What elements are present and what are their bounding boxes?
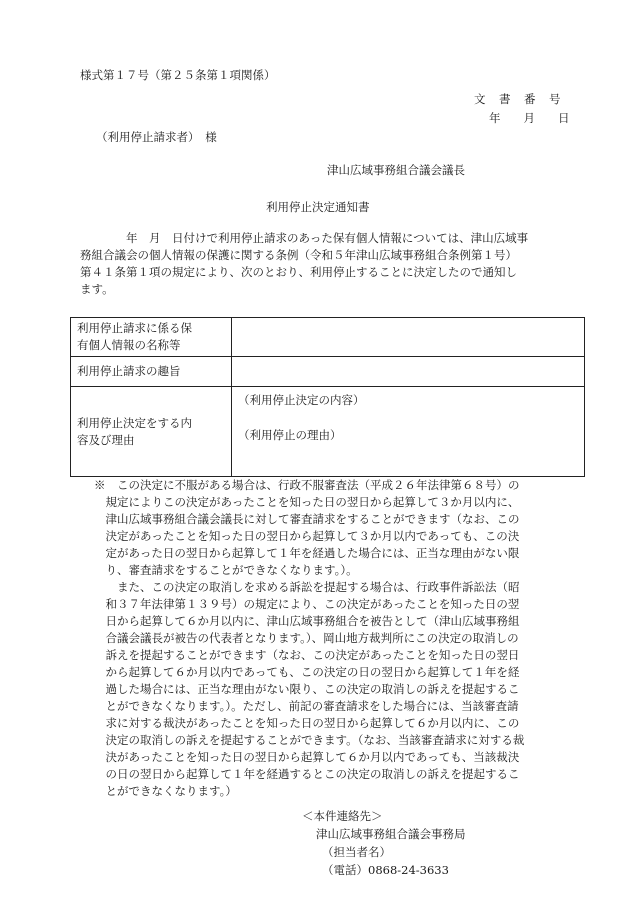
value-decision-content-reason bbox=[232, 387, 585, 477]
note-line: 合議会議長が被告の代表者となります。）、岡山地方裁判所にこの決定の取消しの bbox=[94, 631, 519, 645]
note-line: とができなくなります。）。ただし、前記の審査請求をした場合には、当該審査請 bbox=[94, 699, 519, 713]
table-row bbox=[71, 318, 585, 357]
page-title: 利用停止決定通知書 bbox=[266, 200, 370, 214]
decision-table bbox=[70, 317, 585, 477]
note-line: 規定によりこの決定があったことを知った日の翌日から起算して３か月以内に、 bbox=[94, 495, 520, 509]
note-line: 定があった日の翌日から起算して１年を経過した場合には、正当な理由がない限 bbox=[94, 546, 520, 560]
table-row bbox=[71, 387, 585, 477]
note-line: 訴えを提起することができます（なお、この決定があったことを知った日の翌日 bbox=[94, 648, 520, 662]
note-line: 求に対する裁決があったことを知った日の翌日から起算して６か月以内に、この bbox=[94, 716, 520, 730]
date: 年 月 日 bbox=[489, 111, 570, 125]
note-line: 過した場合には、正当な理由がない限り、この決定の取消しの訴えを提起するこ bbox=[94, 682, 520, 696]
contact-header: ＜本件連絡先＞ bbox=[302, 809, 383, 823]
note-line: り、審査請求をすることができなくなります。）。 bbox=[94, 563, 358, 577]
note-line: 決があったことを知った日の翌日から起算して６か月以内であっても、当該裁決 bbox=[94, 750, 520, 764]
intro-line: 第４１条第１項の規定により、次のとおり、利用停止することに決定したので通知し bbox=[80, 265, 517, 279]
note-line: 日から起算して６か月以内に、津山広域事務組合を被告として（津山広域事務組 bbox=[94, 614, 520, 628]
label-personal-info-name: 利用停止請求に係る保 有個人情報の名称等 bbox=[71, 318, 232, 357]
label-request-purpose: 利用停止請求の趣旨 bbox=[71, 357, 232, 387]
contact-person: （担当者名） bbox=[322, 845, 391, 859]
note-line: から起算して６か月以内であっても、この決定の日の翌日から起算して１年を経 bbox=[94, 665, 520, 679]
table-row bbox=[71, 357, 585, 387]
note-line: また、この決定の取消しを求める訴訟を提起する場合は、行政事件訴訟法（昭 bbox=[94, 580, 520, 594]
decision-reason-label: （利用停止の理由） bbox=[238, 428, 342, 442]
sender: 津山広域事務組合議会議長 bbox=[327, 163, 465, 177]
value-personal-info-name bbox=[232, 318, 585, 357]
contact-phone: （電話）0868-24-3633 bbox=[322, 863, 449, 877]
note-line: 津山広域事務組合議会議長に対して審査請求をすることができます（なお、この bbox=[94, 512, 520, 526]
value-request-purpose bbox=[232, 357, 585, 387]
form-number: 様式第１７号（第２５条第１項関係） bbox=[80, 68, 276, 82]
addressee: （利用停止請求者） 様 bbox=[96, 130, 217, 144]
note-line: ※ この決定に不服がある場合は、行政不服審査法（平成２６年法律第６８号）の bbox=[94, 478, 520, 492]
decision-content-label: （利用停止決定の内容） bbox=[238, 393, 365, 407]
appeal-note bbox=[94, 477, 614, 800]
intro-paragraph bbox=[80, 230, 600, 298]
note-line: 和３７年法律第１３９号）の規定により、この決定があったことを知った日の翌 bbox=[94, 597, 520, 611]
document-number: 文 書 番 号 bbox=[474, 92, 562, 106]
intro-line: 務組合議会の個人情報の保護に関する条例（令和５年津山広域事務組合条例第１号） bbox=[80, 248, 517, 262]
label-decision-content-reason: 利用停止決定をする内 容及び理由 bbox=[71, 387, 232, 477]
intro-line: 年 月 日付けで利用停止請求のあった保有個人情報については、津山広域事 bbox=[80, 231, 529, 245]
note-line: とができなくなります。） bbox=[94, 784, 237, 798]
intro-line: ます。 bbox=[80, 282, 114, 296]
note-line: の日の翌日から起算して１年を経過するとこの決定の取消しの訴えを提起するこ bbox=[94, 767, 520, 781]
note-line: 決定の取消しの訴えを提起することができます。（なお、当該審査請求に対する裁 bbox=[94, 733, 525, 747]
contact-office: 津山広域事務組合議会事務局 bbox=[316, 827, 466, 841]
note-line: 決定があったことを知った日の翌日から起算して３か月以内であっても、この決 bbox=[94, 529, 520, 543]
